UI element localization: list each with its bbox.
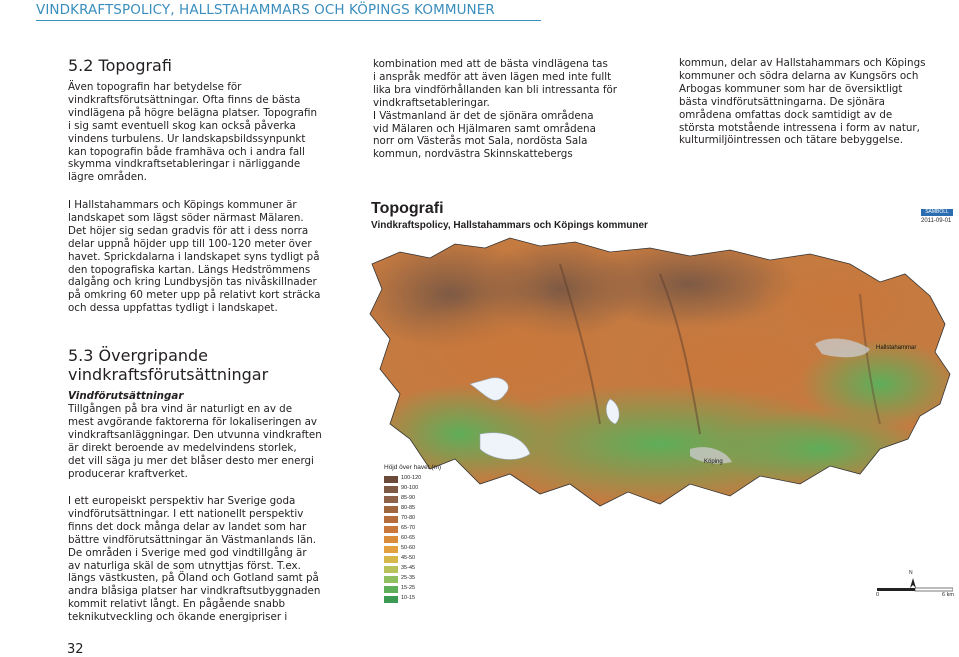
legend-swatch <box>384 516 398 523</box>
page-number: 32 <box>67 642 84 657</box>
section-5-2-para1 <box>68 81 317 184</box>
map-title: Topografi <box>371 200 444 217</box>
text-line: I Hallstahammars och Köpings kommuner är <box>68 199 297 211</box>
legend-label: 90-100 <box>401 485 419 491</box>
text-line: av naturliga skäl de som utnyttjas först. T.ex. <box>68 559 301 572</box>
text-line: och dessa uppfattas tydligt i landskapet. <box>68 302 278 315</box>
text-line: Det höjer sig sedan gradvis för att i dess norra <box>68 224 309 237</box>
text-line: kommit relativt långt. En pågående snabb <box>68 598 286 611</box>
legend-label: 85-90 <box>401 495 416 501</box>
text-line: vindkraftsetableringar. <box>373 96 490 109</box>
column-middle-text <box>373 58 617 161</box>
text-line: kombination med att de bästa vindlägena tas <box>373 58 608 70</box>
section-5-2-heading: 5.2 Topografi <box>68 56 172 75</box>
subheading-vindforutsattningar: Vindförutsättningar <box>68 390 184 402</box>
place-label-koping: Köping <box>704 459 723 465</box>
section-5-3-para1 <box>68 403 322 480</box>
legend-label: 15-25 <box>401 585 416 591</box>
legend-title: Höjd över havet (m) <box>384 464 442 471</box>
legend-label: 25-35 <box>401 575 416 581</box>
column-right-text <box>679 57 925 147</box>
legend-label: 35-45 <box>401 565 416 571</box>
legend-label: 100-120 <box>401 475 422 481</box>
text-line: vindkraftsförutsättningar. Ofta finns de bästa <box>68 93 301 106</box>
text-line: det vill säga ju mer det blåser desto mer energi <box>68 454 314 467</box>
text-line: I Västmanland är det de sjönära områdena <box>373 109 594 122</box>
consultant-logo: SAMBOLL <box>921 209 953 216</box>
text-line: norr om Västerås mot Sala, nordösta Sala <box>373 135 588 148</box>
legend-swatch <box>384 476 398 483</box>
text-line: bättre vindförutsättningar än Västmanlands län. <box>68 533 317 546</box>
text-line: landskapet som lägst söder närmast Mälaren. <box>68 211 304 224</box>
text-line: kommun, delar av Hallstahammars och Köpings <box>679 57 926 69</box>
scale-end-label: 6 km <box>942 592 954 598</box>
legend-swatch <box>384 506 398 513</box>
text-line: i sig samt eventuell skog kan också påverka <box>68 119 296 132</box>
map-subtitle: Vindkraftspolicy, Hallstahammars och Köpings kommuner <box>371 220 648 231</box>
text-line: vindkraftsanläggningar. Den utvunna vindkraften <box>68 428 322 441</box>
text-line: Tillgången på bra vind är naturligt en av de <box>68 403 293 415</box>
terrain <box>360 234 955 534</box>
text-line: vindlägena på högre belägna platser. Topografin <box>68 106 317 119</box>
legend-label: 60-65 <box>401 535 416 541</box>
text-line: producerar kraftverket. <box>68 467 188 480</box>
text-line: längs västkusten, på Öland och Gotland samt på <box>68 572 319 585</box>
text-line: vindens turbulens. Ur landskapsbildssynpunkt <box>68 132 306 145</box>
text-line: I ett europeiskt perspektiv har Sverige goda <box>68 495 296 507</box>
text-line: kommuner och södra delarna av Kungsörs och <box>679 69 919 82</box>
legend-label: 50-60 <box>401 545 416 551</box>
text-line: områdena omfattas dock samtidigt av de <box>679 108 893 121</box>
text-line: på omkring 60 meter upp på relativt kort sträcka <box>68 289 321 302</box>
text-line: Arbogas kommuner som har de översiktligt <box>679 82 903 95</box>
legend-swatch <box>384 556 398 563</box>
legend-swatch <box>384 546 398 553</box>
text-line: De områden i Sverige med god vindtillgång är <box>68 546 307 559</box>
legend-swatch <box>384 596 398 603</box>
header-rule <box>36 20 541 21</box>
section-5-3-heading <box>68 346 268 384</box>
heading-line: 5.3 Övergripande <box>68 346 209 365</box>
section-5-3-para2 <box>68 495 320 624</box>
place-label-hallstahammar: Hallstahammar <box>876 345 917 351</box>
heading-line: vindkraftsförutsättningar <box>68 365 269 384</box>
text-line: kulturmiljöintressen och tätare bebyggelse. <box>679 134 904 147</box>
text-line: dalgång och kring Lundbysjön tas nivåskillnader <box>68 276 317 289</box>
text-line: kan topografin både framhäva och i andra fall <box>68 145 305 158</box>
legend-swatch <box>384 486 398 493</box>
legend-label: 70-80 <box>401 515 416 521</box>
scale-start-label: 0 <box>876 592 880 598</box>
text-line: Även topografin har betydelse för <box>68 81 242 93</box>
legend-swatch <box>384 496 398 503</box>
legend-label: 45-50 <box>401 555 416 561</box>
text-line: finns det dock många delar av landet som har <box>68 520 307 533</box>
text-line: mest avgörande faktorerna för lokaliseringen av <box>68 415 318 428</box>
map-date: 2011-09-01 <box>921 218 952 224</box>
section-5-2-para2 <box>68 199 320 315</box>
text-line: största motstående intressena i form av natur, <box>679 121 920 134</box>
text-line: i anspråk medför att även lägen med inte fullt <box>373 70 612 83</box>
legend-label: 80-85 <box>401 505 416 511</box>
text-line: andra blåsiga platser har vindkraftsutbyggnaden <box>68 585 321 598</box>
legend-label: 65-70 <box>401 525 416 531</box>
legend-swatch <box>384 576 398 583</box>
legend-swatch <box>384 586 398 593</box>
legend-swatch <box>384 526 398 533</box>
north-label: N <box>909 570 913 576</box>
text-line: vindförutsättningar. I ett nationellt perspektiv <box>68 507 304 520</box>
legend-swatch <box>384 566 398 573</box>
legend-swatch <box>384 536 398 543</box>
running-header: VINDKRAFTSPOLICY, HALLSTAHAMMARS OCH KÖPINGS KOMMUNER <box>36 2 495 18</box>
topographic-map <box>360 234 955 614</box>
text-line: bästa vindförutsättningarna. De sjönära <box>679 95 885 108</box>
text-line: delar uppnå höjder upp till 100-120 meter över <box>68 237 312 250</box>
text-line: den topografiska kartan. Längs Hedströmmens <box>68 263 311 276</box>
text-line: lika bra vindförhållanden kan bli intressanta för <box>373 83 618 96</box>
text-line: teknikutveckling och ökande energipriser i <box>68 611 288 624</box>
text-line: vid Mälaren och Hjälmaren samt områdena <box>373 122 596 135</box>
legend-label: 10-15 <box>401 595 416 601</box>
text-line: är direkt beroende av medelvindens storlek, <box>68 441 297 454</box>
text-line: lägre områden. <box>68 171 147 184</box>
text-line: kommun, nordvästra Skinnskattebergs <box>373 148 573 161</box>
text-line: havet. Sprickdalarna i landskapet syns tydligt på <box>68 250 320 263</box>
text-line: skymma vindkraftsetableringar i närliggande <box>68 158 301 171</box>
